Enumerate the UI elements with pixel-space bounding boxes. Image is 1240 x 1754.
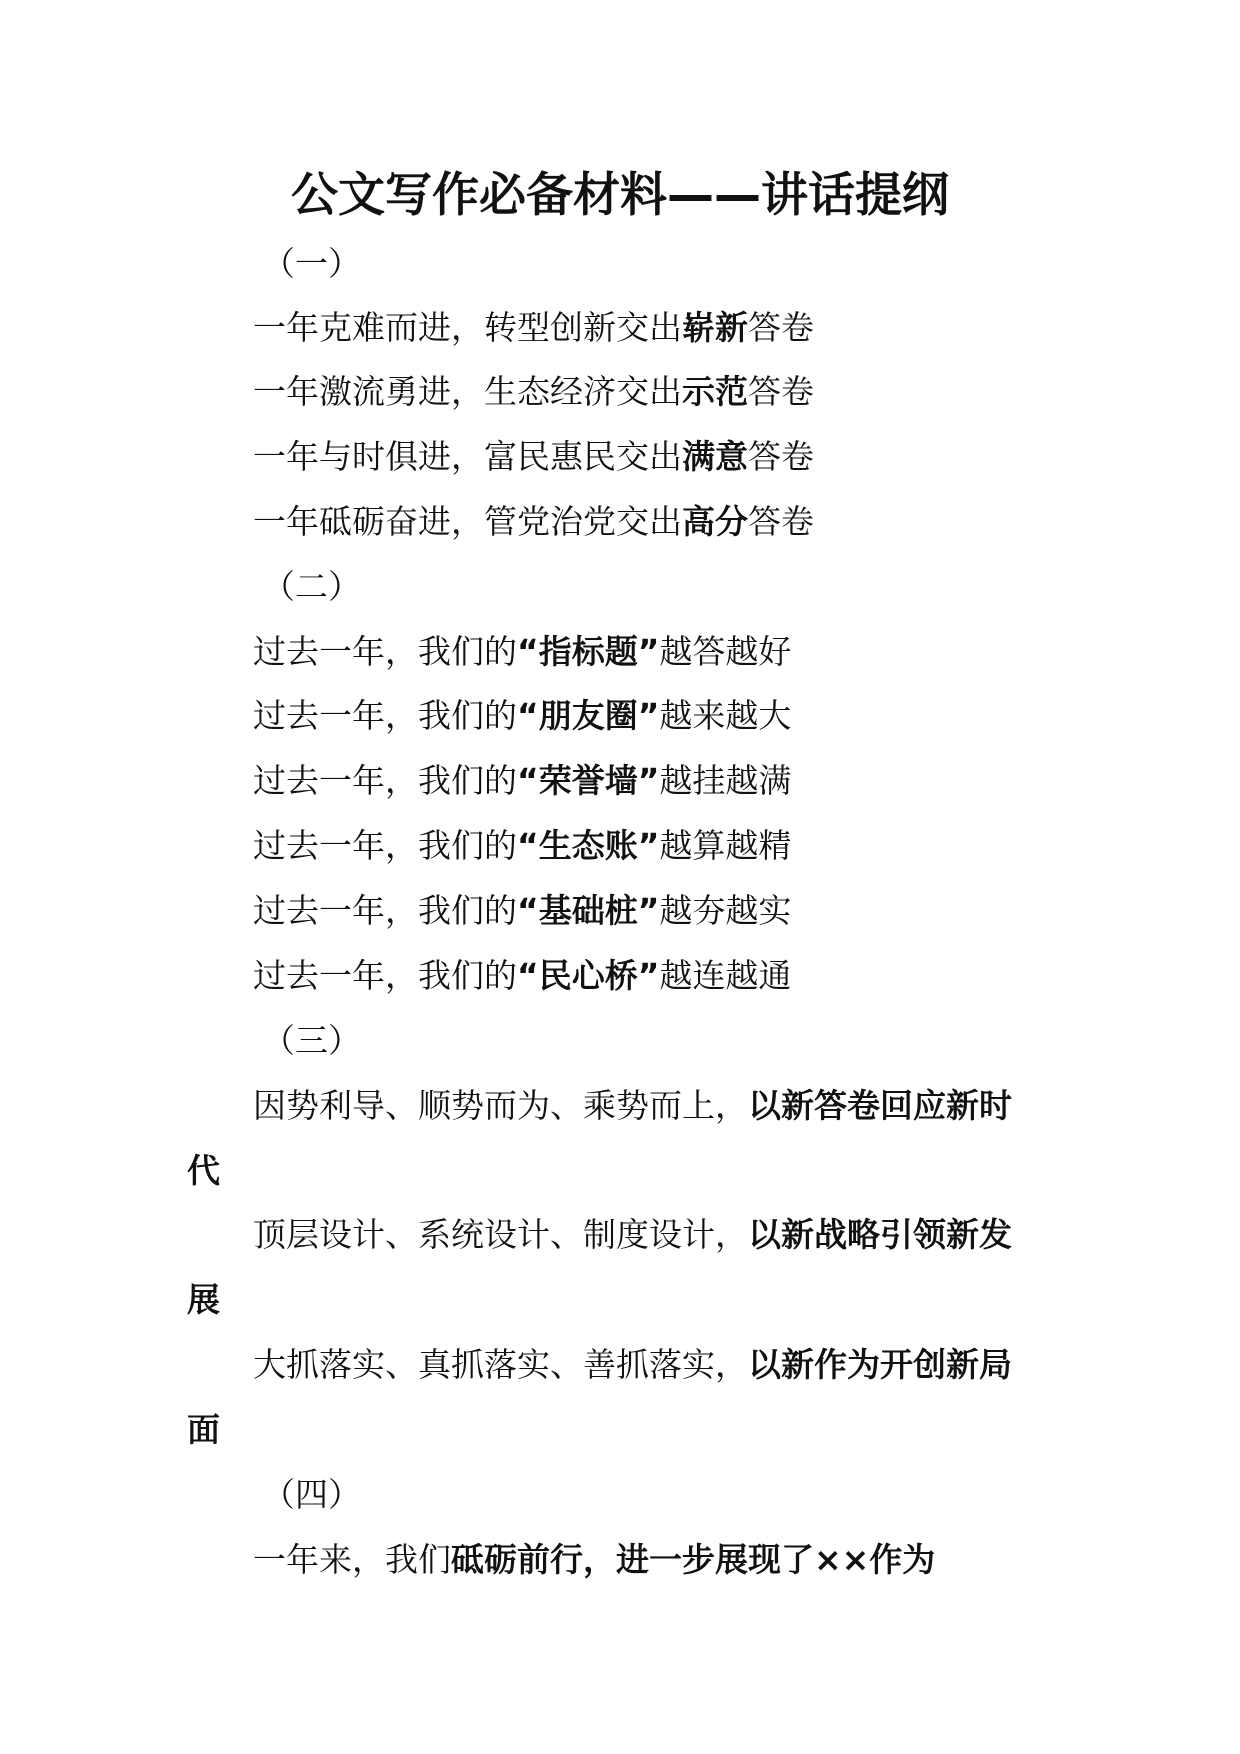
section-heading-2: （二）: [262, 567, 361, 606]
section-heading-3: （三）: [262, 1021, 361, 1060]
paragraph-line: 过去一年，我们的“基础桩”越夯越实: [253, 891, 792, 930]
paragraph-line: 一年克难而进，转型创新交出崭新答卷: [253, 308, 814, 347]
paragraph-line: 顶层设计、系统设计、制度设计，以新战略引领新发: [253, 1215, 1012, 1254]
paragraph-line: 过去一年，我们的“生态账”越算越精: [253, 826, 792, 865]
paragraph-line: 过去一年，我们的“民心桥”越连越通: [253, 956, 792, 995]
document-title: 公文写作必备材料——讲话提纲: [291, 168, 949, 223]
paragraph-line: 一年来，我们砥砺前行，进一步展现了××作为: [253, 1540, 936, 1579]
paragraph-line-wrap: 展: [187, 1280, 220, 1319]
paragraph-line-wrap: 代: [187, 1151, 220, 1190]
paragraph-line: 过去一年，我们的“指标题”越答越好: [253, 632, 792, 671]
paragraph-line: 一年砥砺奋进，管党治党交出高分答卷: [253, 502, 814, 541]
section-heading-4: （四）: [262, 1475, 361, 1514]
paragraph-line: 过去一年，我们的“荣誉墙”越挂越满: [253, 761, 792, 800]
paragraph-line: 过去一年，我们的“朋友圈”越来越大: [253, 696, 792, 735]
section-heading-1: （一）: [262, 244, 361, 283]
paragraph-line: 一年激流勇进，生态经济交出示范答卷: [253, 372, 814, 411]
paragraph-line: 因势利导、顺势而为、乘势而上，以新答卷回应新时: [253, 1086, 1012, 1125]
paragraph-line-wrap: 面: [187, 1410, 220, 1449]
paragraph-line: 大抓落实、真抓落实、善抓落实，以新作为开创新局: [253, 1345, 1012, 1384]
paragraph-line: 一年与时俱进，富民惠民交出满意答卷: [253, 437, 814, 476]
